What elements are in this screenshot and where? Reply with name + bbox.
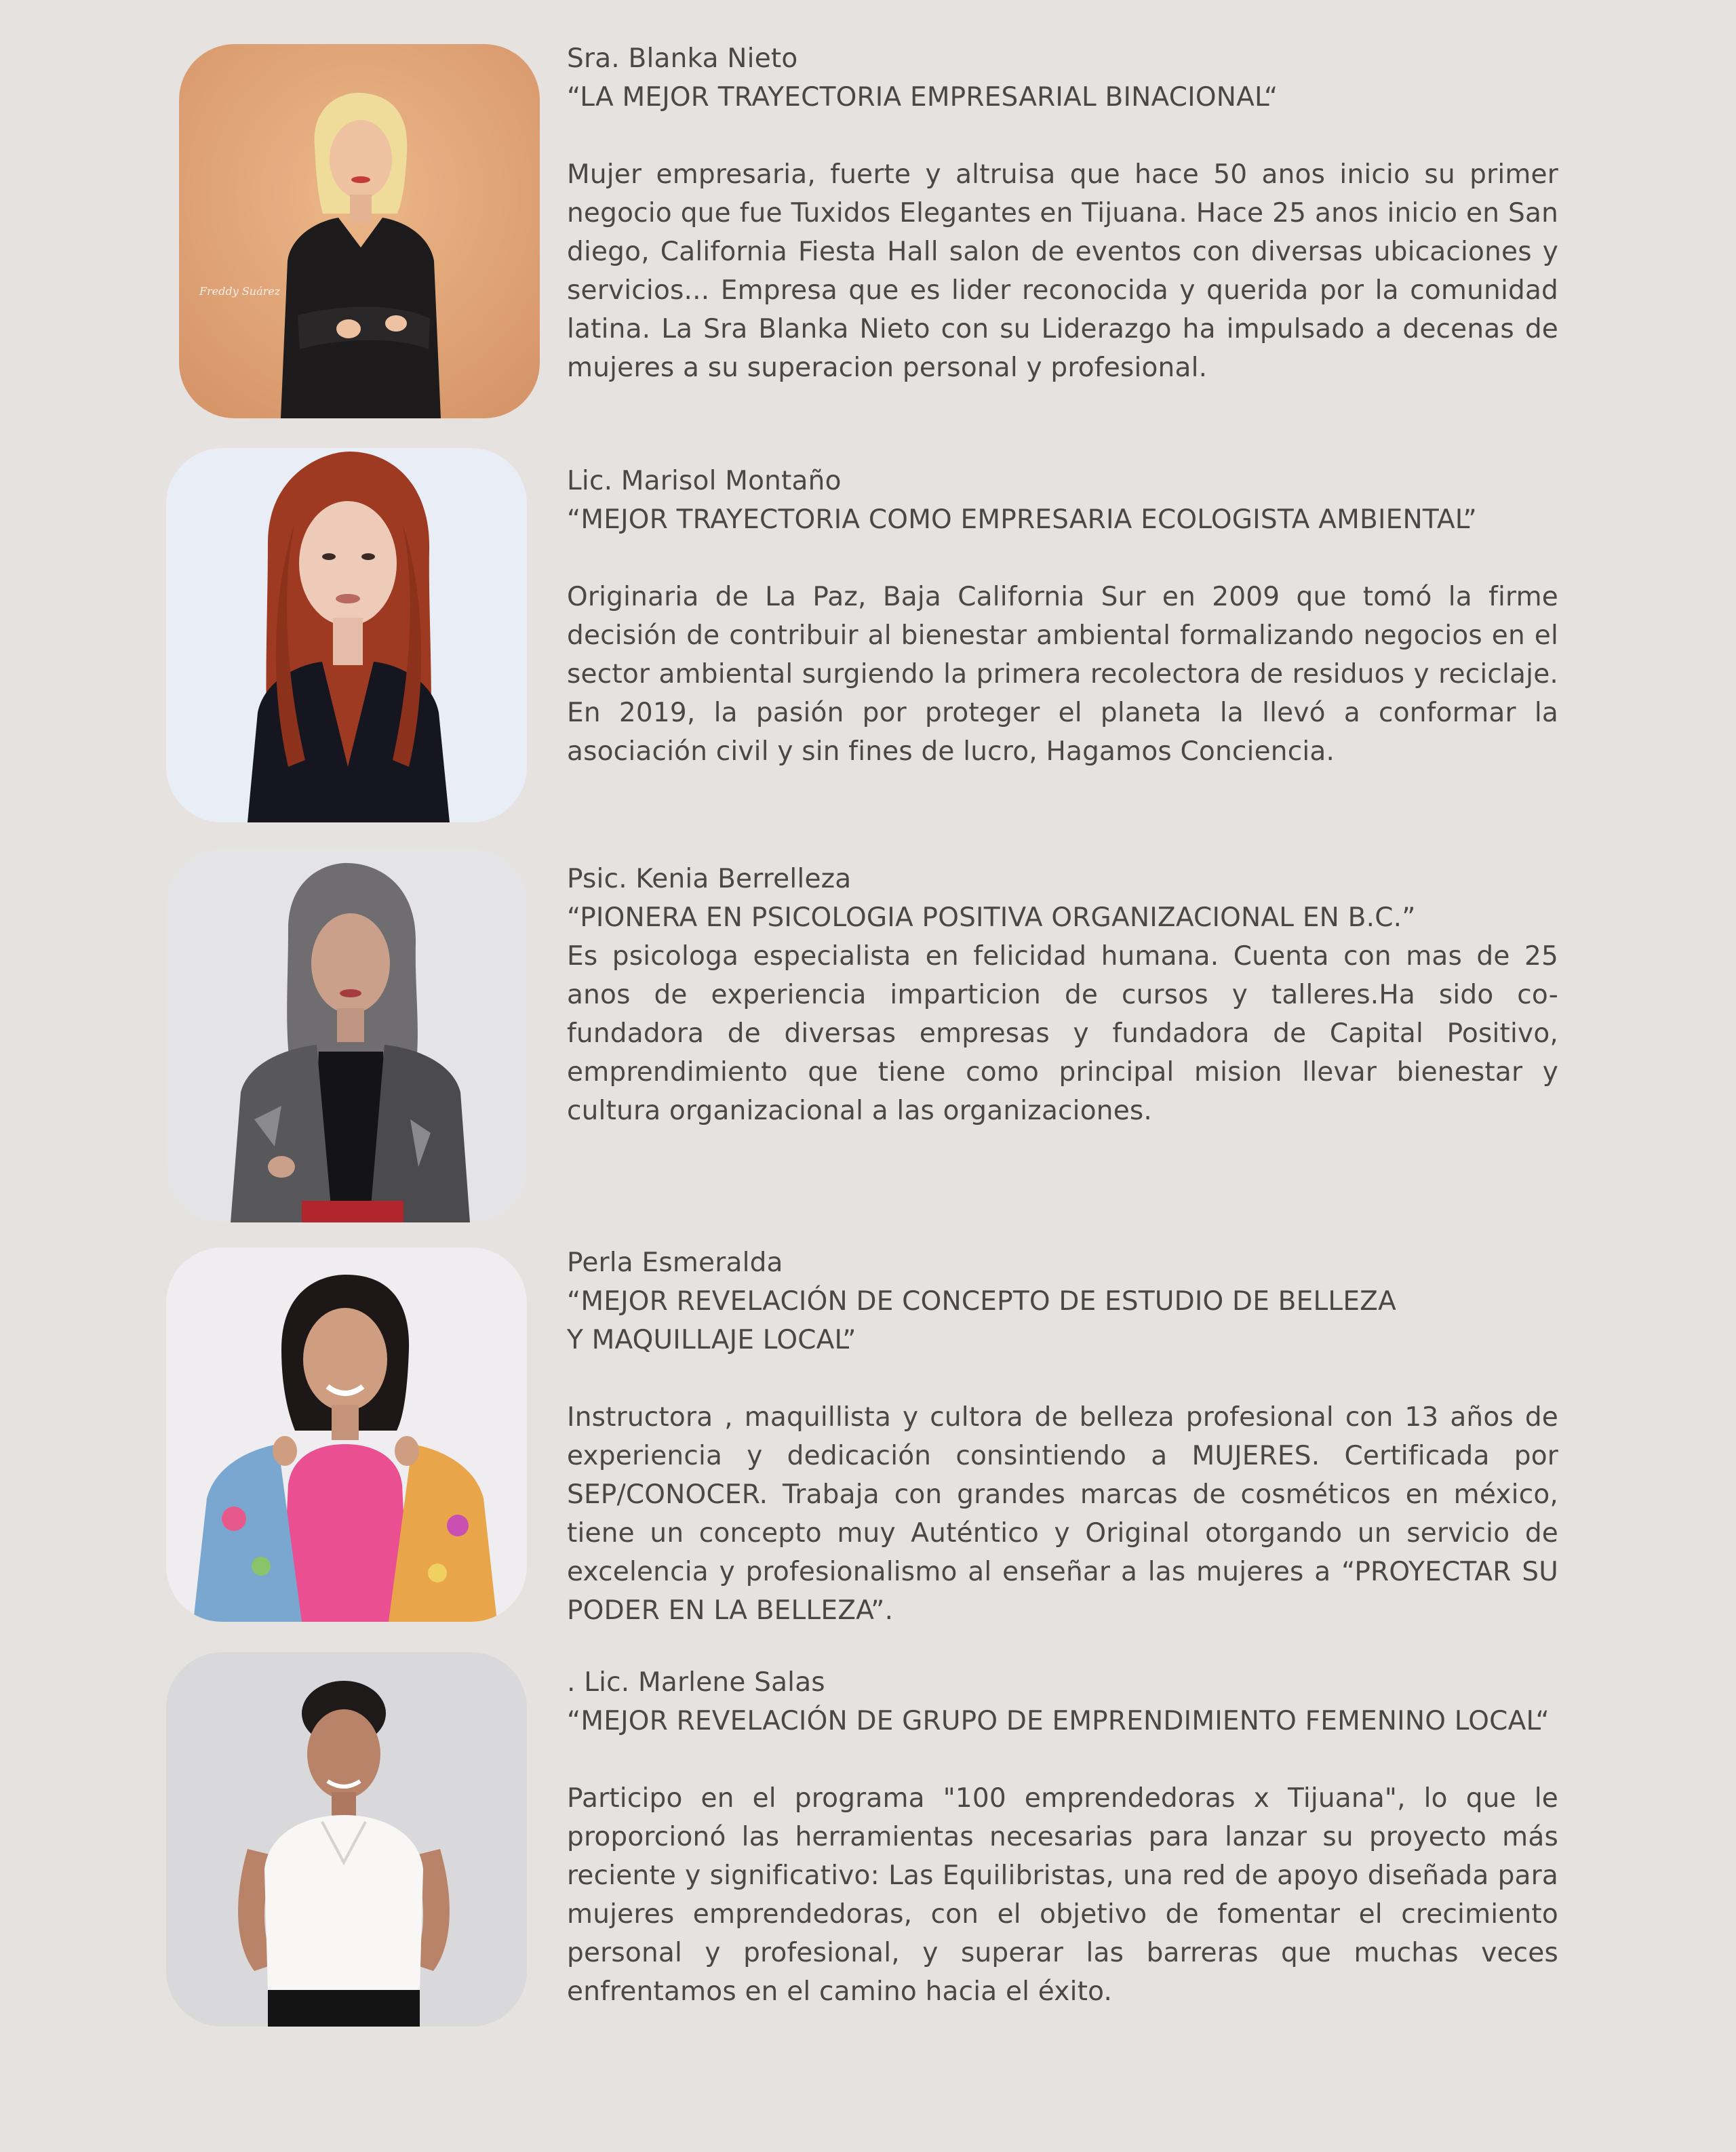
- award-title-line-1: “MEJOR REVELACIÓN DE CONCEPTO DE ESTUDIO DE BELLEZA: [567, 1286, 1396, 1317]
- profile-name: Perla Esmeralda: [567, 1248, 783, 1278]
- profile-bio: Originaria de La Paz, Baja California Sur en 2009 que tomó la firme decisión de contribuir al bienestar ambiental formalizando negocios en el sector ambiental surgiendo la primera recolectora de residuos y reciclaje. En 2019, la pasión por proteger el planeta la llevó a conformar la asociación civil y sin fines de lucro, Hagamos Conciencia.: [567, 582, 1558, 767]
- watermark-text: Freddy Suárez: [199, 285, 281, 298]
- profile-bio: Es psicologa especialista en felicidad humana. Cuenta con mas de 25 anos de experiencia imparticion de cursos y talleres.Ha sido co-fundadora de diversas empresas y fundadora de Capital Positivo, emprendimiento que tiene como principal mision llevar bienestar y cultura organizacional a las organizaciones.: [567, 941, 1558, 1126]
- award-title-line-2: Y MAQUILLAJE LOCAL”: [567, 1325, 856, 1355]
- profile-bio: Mujer empresaria, fuerte y altruisa que hace 50 anos inicio su primer negocio que fue Tuxidos Elegantes en Tijuana. Hace 25 anos inicio en San diego, California Fiesta Hall salon de eventos con diversas ubicaciones y servicios... Empresa que es lider reconocida y querida por la comunidad latina. La Sra Blanka Nieto con su Liderazgo ha impulsado a decenas de mujeres a su superacion personal y profesional.: [567, 159, 1558, 383]
- profile-text: [567, 39, 1558, 387]
- profile-name: Sra. Blanka Nieto: [567, 43, 798, 74]
- portrait-photo: [179, 44, 540, 418]
- award-title: “PIONERA EN PSICOLOGIA POSITIVA ORGANIZACIONAL EN B.C.”: [567, 902, 1416, 933]
- profile-name: Psic. Kenia Berrelleza: [567, 864, 852, 894]
- portrait-photo: [166, 1652, 527, 2027]
- award-title: “MEJOR REVELACIÓN DE GRUPO DE EMPRENDIMIENTO FEMENINO LOCAL“: [567, 1706, 1550, 1736]
- profile-text: [567, 1663, 1558, 2011]
- award-title: “LA MEJOR TRAYECTORIA EMPRESARIAL BINACIONAL“: [567, 82, 1278, 113]
- profile-name: Lic. Marisol Montaño: [567, 466, 842, 496]
- portrait-photo: [166, 448, 527, 822]
- profile-bio: Instructora , maquillista y cultora de belleza profesional con 13 años de experiencia y dedicación consintiendo a MUJERES. Certificada por SEP/CONOCER. Trabaja con grandes marcas de cosméticos en méxico, tiene un concepto muy Auténtico y Original otorgando un servicio de excelencia y profesionalismo al enseñar a las mujeres a “PROYECTAR SU PODER EN LA BELLEZA”.: [567, 1402, 1558, 1626]
- profile-name: . Lic. Marlene Salas: [567, 1667, 825, 1698]
- portrait-photo: [166, 848, 527, 1222]
- profile-text: [567, 860, 1558, 1130]
- award-title: “MEJOR TRAYECTORIA COMO EMPRESARIA ECOLOGISTA AMBIENTAL”: [567, 504, 1477, 535]
- portrait-photo: [166, 1248, 527, 1622]
- profile-text: [567, 1243, 1558, 1630]
- profile-bio: Participo en el programa "100 emprendedoras x Tijuana", lo que le proporcionó las herramientas necesarias para lanzar su proyecto más reciente y significativo: Las Equilibristas, una red de apoyo diseñada para mujeres emprendedoras, con el objetivo de fomentar el crecimiento personal y profesional, y superar las barreras que muchas veces enfrentamos en el camino hacia el éxito.: [567, 1783, 1558, 2007]
- profile-text: [567, 462, 1558, 771]
